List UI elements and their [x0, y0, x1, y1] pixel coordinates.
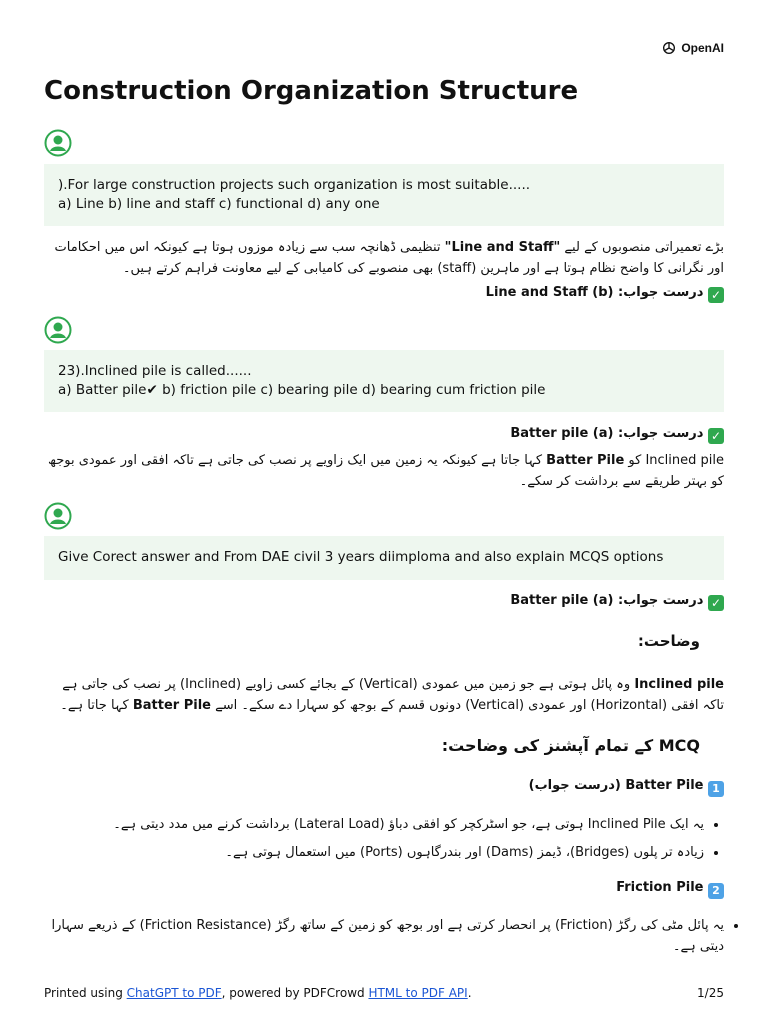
chatgpt-to-pdf-link[interactable]: ChatGPT to PDF: [126, 986, 222, 1000]
user-avatar-icon: [44, 316, 72, 344]
list-item: • یہ پائل مٹی کی رگڑ (Friction) پر انحصار کرتی ہے اور بوجھ کو زمین کے ساتھ رگڑ (Friction Resistance) کے ذریعے سہارا دیتی ہے۔: [44, 915, 724, 957]
openai-brand: [661, 40, 724, 56]
page-title: Construction Organization Structure: [44, 76, 579, 106]
list-item: • یہ ایک Inclined Pile ہوتی ہے، جو اسٹرکچر کو افقی دباؤ (Lateral Load) برداشت کرنے میں مدد دیتی ہے۔: [44, 814, 704, 835]
question-box: [44, 350, 724, 412]
correct-answer: ✓ درست جواب: (a) Batter pile: [510, 593, 724, 611]
check-icon: ✓: [708, 595, 724, 611]
section-heading: وضاحت:: [637, 632, 700, 650]
list-item: • زیادہ تر پلوں (Bridges)، ڈیمز (Dams) اور بندرگاہوں (Ports) میں استعمال ہوتی ہے۔: [44, 842, 704, 863]
correct-answer: ✓ درست جواب: (b) Line and Staff: [486, 285, 724, 303]
question-options: a) Line b) line and staff c) functional d) any one: [58, 196, 380, 212]
user-avatar-icon: [44, 129, 72, 157]
answer-explanation: Inclined pile کو Batter Pile کہا جاتا ہے کیونکہ یہ زمین میں ایک زاویے پر نصب کی جاتی ہے تاکہ افقی اور عمودی بوجھ کو بہتر طریقے سے برداشت کر سکے۔: [47, 453, 724, 489]
checkmark-icon: ✔: [146, 382, 158, 398]
option-heading: 1 Batter Pile (درست جواب): [529, 778, 724, 797]
brand-name: OpenAI: [681, 41, 724, 55]
check-icon: ✓: [708, 428, 724, 444]
answer-explanation: بڑے تعمیراتی منصوبوں کے لیے "Line and Staff" تنظیمی ڈھانچہ سب سے زیادہ موزوں ہوتا ہے کیونکہ اس میں احکامات اور نگرانی کا واضح نظام ہوتا ہے اور ماہرین (staff) بھی منصوبے کی کامیابی کے لیے معاونت فراہم کرتے ہیں۔: [54, 240, 724, 276]
option-bullets: [44, 814, 726, 870]
explanation-paragraph: Inclined pile وہ پائل ہوتی ہے جو زمین میں عمودی (Vertical) کے بجائے کسی زاویے (Inclined) پر نصب کی جاتی ہے تاکہ افقی (Horizontal) اور عمودی (Vertical) دونوں قسم کے بوجھ کو سہارا دے سکے۔ اسے Batter Pile کہا جاتا ہے۔: [60, 677, 724, 713]
user-avatar-icon: [44, 502, 72, 530]
print-footer: Printed using ChatGPT to PDF, powered by PDFCrowd HTML to PDF API.: [44, 986, 472, 1000]
term: "Line and Staff": [444, 240, 561, 255]
correct-answer: ✓ درست جواب: (a) Batter pile: [510, 426, 724, 444]
question-text: Give Corect answer and From DAE civil 3 years diimploma and also explain MCQS options: [58, 549, 664, 565]
question-options: a) Batter pile✔ b) friction pile c) bearing pile d) bearing cum friction pile: [58, 382, 546, 398]
keycap-two-icon: 2: [708, 883, 724, 899]
html-to-pdf-api-link[interactable]: HTML to PDF API: [368, 986, 468, 1000]
question-box: [44, 164, 724, 226]
option-bullets: [44, 915, 746, 964]
question-text: ).For large construction projects such organization is most suitable.....: [58, 177, 531, 193]
openai-logo-icon: [661, 40, 677, 56]
keycap-one-icon: 1: [708, 781, 724, 797]
page-number: 1/25: [697, 986, 724, 1000]
question-box: [44, 536, 724, 580]
question-text: 23).Inclined pile is called......: [58, 363, 252, 379]
check-icon: ✓: [708, 287, 724, 303]
option-heading: 2 Friction Pile: [616, 880, 724, 899]
section-heading: MCQ کے تمام آپشنز کی وضاحت:: [441, 736, 700, 755]
term: Batter Pile: [546, 453, 625, 468]
